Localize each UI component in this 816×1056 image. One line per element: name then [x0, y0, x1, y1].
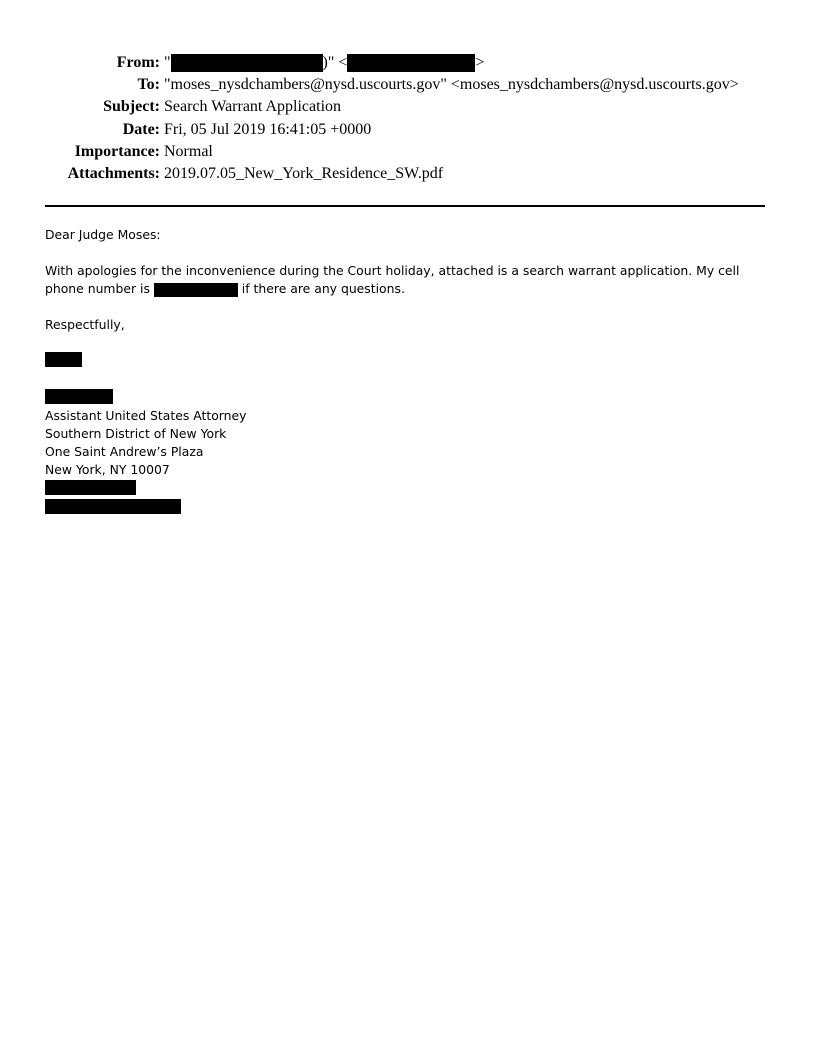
attachments-label: Attachments: [67, 164, 160, 182]
redacted-initials [45, 352, 82, 367]
subject-label: Subject: [103, 98, 160, 116]
closing: Respectfully, [45, 317, 125, 332]
date-label: Date: [122, 120, 160, 138]
paragraph-text-start: With apologies for the inconvenience during the Court holiday, attached is a search warrant application. My cell phone number is [45, 263, 740, 296]
signature-address-1: One Saint Andrew’s Plaza [45, 444, 204, 459]
email-body [45, 226, 765, 517]
subject-value: Search Warrant Application [164, 98, 342, 116]
from-middle: )" < [322, 54, 348, 71]
to-label: To: [137, 76, 160, 94]
signature-email-line [45, 499, 765, 517]
importance-label: Importance: [74, 142, 160, 160]
signature-phone-line [45, 480, 765, 498]
redacted-sender-email [347, 54, 475, 72]
attachment-filename: 2019.07.05_New_York_Residence_SW.pdf [164, 164, 444, 182]
paragraph-text-end: if there are any questions. [237, 281, 405, 296]
to-value: "moses_nysdchambers@nysd.uscourts.gov" <moses_nysdchambers@nysd.uscourts.gov> [164, 76, 739, 94]
signature-initials-line [45, 352, 765, 370]
redacted-phone-number [154, 283, 238, 297]
redacted-sender-name [171, 54, 323, 72]
signature-address-2: New York, NY 10007 [45, 462, 170, 477]
redacted-signer-email [45, 499, 181, 514]
greeting: Dear Judge Moses: [45, 227, 161, 242]
signature-office: Southern District of New York [45, 426, 227, 441]
from-quote-open: " [164, 54, 171, 71]
from-value [164, 52, 484, 74]
body-paragraph [45, 262, 765, 298]
signature-name-line [45, 389, 765, 407]
signature-spacer [45, 370, 765, 388]
importance-row [0, 141, 816, 163]
date-row [0, 119, 816, 141]
redacted-signer-phone [45, 480, 136, 495]
from-label: From: [116, 54, 160, 71]
signature-title: Assistant United States Attorney [45, 408, 247, 423]
email-header [0, 52, 816, 185]
attachments-row [0, 163, 816, 185]
from-row [0, 52, 816, 74]
header-divider [45, 205, 765, 207]
redacted-signer-name [45, 389, 113, 404]
date-value: Fri, 05 Jul 2019 16:41:05 +0000 [164, 120, 372, 138]
from-close: > [475, 54, 485, 71]
to-row [0, 74, 816, 96]
subject-row [0, 96, 816, 118]
importance-value: Normal [164, 142, 213, 160]
